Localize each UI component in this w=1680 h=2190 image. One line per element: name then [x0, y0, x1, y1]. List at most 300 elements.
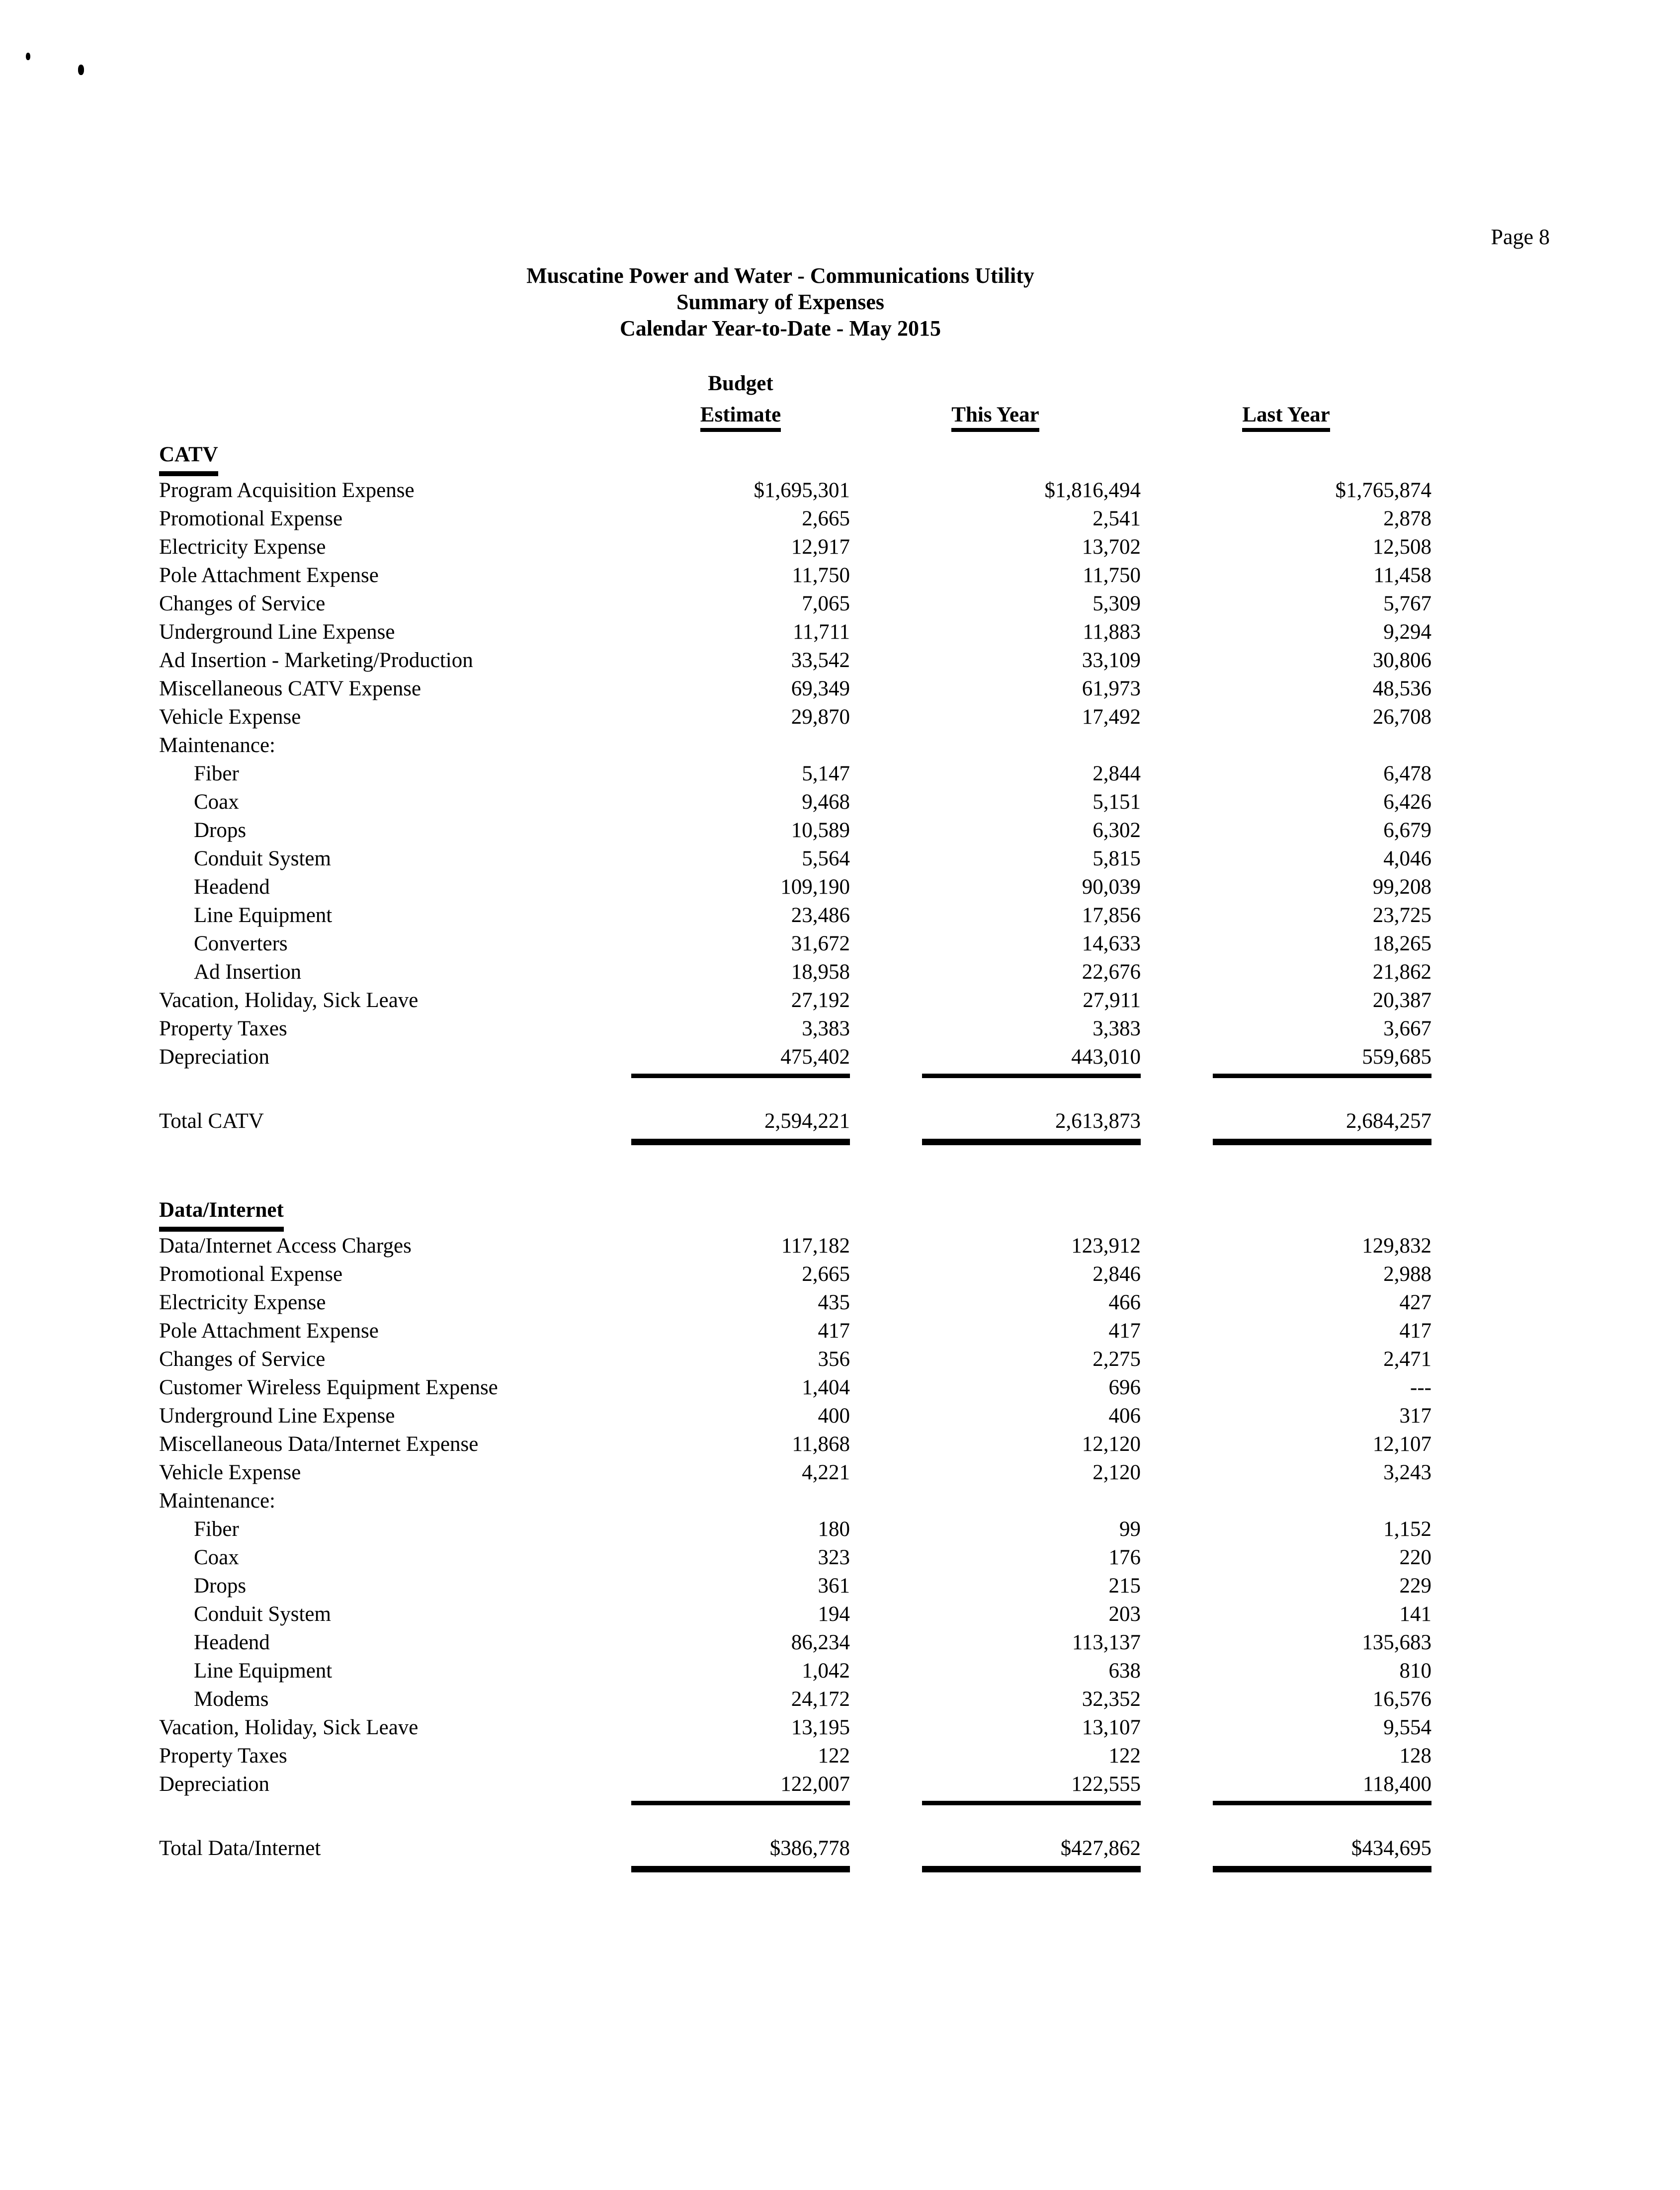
- row-label: Property Taxes: [159, 1744, 287, 1768]
- value-budget-estimate: [631, 703, 850, 731]
- value-this-year-text: 3,383: [1092, 1017, 1141, 1040]
- value-this-year: [850, 1657, 1141, 1685]
- value-this-year-text: 27,911: [1083, 989, 1141, 1012]
- value-budget-estimate-text: 5,564: [802, 847, 850, 870]
- value-last-year: [1141, 1742, 1431, 1770]
- value-budget-estimate-text: 2,665: [802, 507, 850, 530]
- total-label: Total Data/Internet: [159, 1837, 321, 1860]
- value-budget-estimate-text: 400: [818, 1404, 850, 1428]
- value-budget-estimate: [631, 958, 850, 986]
- value-last-year: [1141, 929, 1431, 958]
- expense-row: [159, 1043, 1431, 1078]
- value-last-year-text: 4,046: [1383, 847, 1431, 870]
- value-this-year: [850, 533, 1141, 561]
- value-budget-estimate: [631, 1742, 850, 1770]
- row-label: Drops: [194, 819, 247, 842]
- row-label: Fiber: [194, 1517, 239, 1541]
- value-this-year-text: 11,750: [1083, 564, 1141, 587]
- value-last-year-text: 11,458: [1373, 564, 1431, 587]
- value-last-year-text: 220: [1399, 1546, 1431, 1569]
- value-budget-estimate: [631, 1600, 850, 1628]
- value-last-year-text: 135,683: [1362, 1631, 1431, 1654]
- value-this-year: [850, 1402, 1141, 1430]
- row-label: Ad Insertion: [194, 960, 302, 984]
- expense-row: [159, 505, 1431, 533]
- value-budget-estimate-text: 417: [818, 1319, 850, 1343]
- value-last-year-text: ---: [1410, 1376, 1431, 1399]
- value-budget-estimate-text: 3,383: [802, 1017, 850, 1040]
- column-header-row-1: [159, 369, 1431, 399]
- section-heading: [159, 439, 1431, 476]
- value-this-year-text: 32,352: [1082, 1687, 1141, 1711]
- value-this-year: [850, 958, 1141, 986]
- value-last-year-text: 12,107: [1372, 1432, 1431, 1456]
- value-last-year-text: 2,988: [1383, 1263, 1431, 1286]
- value-last-year-text: 2,878: [1383, 507, 1431, 530]
- value-budget-estimate-text: 122,007: [631, 1770, 850, 1805]
- row-label: Coax: [194, 790, 239, 814]
- value-budget-estimate: [631, 476, 850, 505]
- value-budget-estimate: [631, 1543, 850, 1572]
- value-budget-estimate-text: 356: [818, 1348, 850, 1371]
- value-this-year-text: 696: [1108, 1376, 1141, 1399]
- value-this-year: [850, 1543, 1141, 1572]
- row-label: Ad Insertion - Marketing/Production: [159, 649, 473, 672]
- value-this-year: [850, 505, 1141, 533]
- row-label: Changes of Service: [159, 1348, 326, 1371]
- value-budget-estimate-text: 361: [818, 1574, 850, 1598]
- value-last-year: [1141, 1043, 1431, 1078]
- expense-row: [159, 1260, 1431, 1288]
- value-this-year: [850, 1685, 1141, 1713]
- section-heading: [159, 1195, 1431, 1232]
- value-this-year-text: 11,883: [1083, 620, 1141, 644]
- value-this-year: [850, 1600, 1141, 1628]
- value-this-year-text: 90,039: [1082, 875, 1141, 899]
- value-last-year: [1141, 1713, 1431, 1742]
- row-label: Changes of Service: [159, 592, 326, 615]
- doc-title: Muscatine Power and Water - Communications Utility: [526, 263, 1034, 288]
- row-label: Maintenance:: [159, 734, 276, 757]
- value-last-year-text: 128: [1399, 1744, 1431, 1768]
- value-last-year: [1141, 590, 1431, 618]
- value-budget-estimate: [631, 844, 850, 873]
- value-budget-estimate-text: 23,486: [791, 904, 850, 927]
- value-last-year: [1141, 1402, 1431, 1430]
- value-this-year-text: 14,633: [1082, 932, 1141, 955]
- value-last-year-text: 559,685: [1213, 1043, 1431, 1078]
- value-budget-estimate: [631, 986, 850, 1014]
- row-label: Electricity Expense: [159, 1291, 326, 1314]
- value-last-year: [1141, 816, 1431, 844]
- value-this-year: [850, 1515, 1141, 1543]
- value-last-year-text: 427: [1399, 1291, 1431, 1314]
- value-this-year-text: 417: [1108, 1319, 1141, 1343]
- value-budget-estimate: [631, 1713, 850, 1742]
- value-this-year-text: 2,541: [1092, 507, 1141, 530]
- value-this-year: [850, 1014, 1141, 1043]
- value-last-year-text: 12,508: [1372, 535, 1431, 559]
- total-value-last-year-text: $434,695: [1213, 1834, 1431, 1872]
- value-last-year: [1141, 1317, 1431, 1345]
- value-this-year: [850, 1288, 1141, 1317]
- value-this-year-text: 5,815: [1092, 847, 1141, 870]
- expense-row: [159, 1770, 1431, 1805]
- value-budget-estimate-text: 27,192: [791, 989, 850, 1012]
- value-this-year-text: 22,676: [1082, 960, 1141, 984]
- value-last-year: [1141, 703, 1431, 731]
- doc-subtitle: Summary of Expenses: [676, 290, 885, 314]
- value-budget-estimate-text: 9,468: [802, 790, 850, 814]
- value-last-year: [1141, 674, 1431, 703]
- row-label: Vehicle Expense: [159, 1461, 301, 1484]
- value-budget-estimate-text: 86,234: [791, 1631, 850, 1654]
- expense-row: [159, 1742, 1431, 1770]
- column-header-budget: Budget: [708, 372, 773, 395]
- value-this-year-text: 13,107: [1082, 1716, 1141, 1739]
- total-value-budget-estimate-text: $386,778: [631, 1834, 850, 1872]
- value-budget-estimate: [631, 1260, 850, 1288]
- expense-row: [159, 1458, 1431, 1487]
- value-this-year: [850, 1373, 1141, 1402]
- total-value-this-year: [850, 1834, 1141, 1872]
- value-this-year: [850, 646, 1141, 674]
- value-this-year: [850, 1430, 1141, 1458]
- value-last-year: [1141, 1657, 1431, 1685]
- value-last-year: [1141, 1515, 1431, 1543]
- value-last-year-text: 417: [1399, 1319, 1431, 1343]
- value-last-year-text: 6,679: [1383, 819, 1431, 842]
- expense-row: [159, 901, 1431, 929]
- scan-speck: [78, 65, 84, 75]
- row-label: Conduit System: [194, 1602, 331, 1626]
- value-budget-estimate-text: 24,172: [791, 1687, 850, 1711]
- value-this-year: [850, 873, 1141, 901]
- value-last-year: [1141, 646, 1431, 674]
- value-budget-estimate: [631, 1345, 850, 1373]
- value-budget-estimate: [631, 1770, 850, 1805]
- expense-row: [159, 674, 1431, 703]
- total-value-last-year: [1141, 1834, 1431, 1872]
- value-last-year-text: 20,387: [1372, 989, 1431, 1012]
- value-last-year-text: 2,471: [1383, 1348, 1431, 1371]
- value-this-year: [850, 1628, 1141, 1657]
- value-this-year: [850, 590, 1141, 618]
- value-last-year-text: 229: [1399, 1574, 1431, 1598]
- value-last-year: [1141, 1260, 1431, 1288]
- row-label: Fiber: [194, 762, 239, 785]
- value-last-year-text: 317: [1399, 1404, 1431, 1428]
- value-last-year-text: 6,426: [1383, 790, 1431, 814]
- value-this-year: [850, 703, 1141, 731]
- value-budget-estimate-text: 33,542: [791, 649, 850, 672]
- value-last-year-text: 21,862: [1372, 960, 1431, 984]
- value-this-year-text: 466: [1108, 1291, 1141, 1314]
- total-value-budget-estimate: [631, 1107, 850, 1145]
- doc-period: Calendar Year-to-Date - May 2015: [620, 316, 941, 340]
- value-last-year-text: 5,767: [1383, 592, 1431, 615]
- value-last-year-text: 18,265: [1372, 932, 1431, 955]
- value-last-year-text: 6,478: [1383, 762, 1431, 785]
- expense-row: [159, 1014, 1431, 1043]
- value-budget-estimate: [631, 1685, 850, 1713]
- row-label: Conduit System: [194, 847, 331, 870]
- value-budget-estimate-text: 1,042: [802, 1659, 850, 1683]
- value-budget-estimate: [631, 929, 850, 958]
- row-label: Drops: [194, 1574, 247, 1598]
- value-budget-estimate-text: 435: [818, 1291, 850, 1314]
- section-heading-label: CATV: [159, 439, 218, 476]
- value-last-year: [1141, 1288, 1431, 1317]
- expense-row: [159, 561, 1431, 590]
- value-this-year: [850, 1458, 1141, 1487]
- value-budget-estimate: [631, 1043, 850, 1078]
- expense-row: [159, 1685, 1431, 1713]
- expense-row: [159, 476, 1431, 505]
- row-label: Line Equipment: [194, 904, 333, 927]
- row-label: Promotional Expense: [159, 507, 343, 530]
- value-this-year-text: 113,137: [1072, 1631, 1141, 1654]
- total-value-this-year-text: 2,613,873: [922, 1107, 1141, 1145]
- column-header-last-year: Last Year: [1141, 399, 1431, 431]
- row-label: Miscellaneous CATV Expense: [159, 677, 421, 700]
- value-budget-estimate-text: 117,182: [781, 1234, 850, 1258]
- total-label: Total CATV: [159, 1109, 264, 1133]
- expense-row: [159, 1543, 1431, 1572]
- value-last-year: [1141, 901, 1431, 929]
- value-last-year: [1141, 1543, 1431, 1572]
- total-value-last-year-text: 2,684,257: [1213, 1107, 1431, 1145]
- value-budget-estimate-text: 109,190: [780, 875, 850, 899]
- value-this-year-text: 17,856: [1082, 904, 1141, 927]
- value-last-year-text: 30,806: [1372, 649, 1431, 672]
- value-this-year-text: 176: [1108, 1546, 1141, 1569]
- value-budget-estimate: [631, 1014, 850, 1043]
- value-budget-estimate-text: 1,404: [802, 1376, 850, 1399]
- value-budget-estimate-text: 475,402: [631, 1043, 850, 1078]
- expense-row: [159, 646, 1431, 674]
- value-budget-estimate-text: 4,221: [802, 1461, 850, 1484]
- value-budget-estimate-text: 29,870: [791, 705, 850, 729]
- expense-row: [159, 1713, 1431, 1742]
- value-this-year-text: 5,309: [1092, 592, 1141, 615]
- expense-table: [159, 369, 1431, 1872]
- value-budget-estimate-text: 323: [818, 1546, 850, 1569]
- value-this-year: [850, 986, 1141, 1014]
- value-budget-estimate: [631, 1317, 850, 1345]
- value-last-year: [1141, 533, 1431, 561]
- scan-speck: [26, 53, 30, 60]
- value-last-year: [1141, 1373, 1431, 1402]
- value-budget-estimate: [631, 561, 850, 590]
- value-last-year-text: 23,725: [1372, 904, 1431, 927]
- value-budget-estimate: [631, 1288, 850, 1317]
- expense-row: [159, 788, 1431, 816]
- value-last-year: [1141, 1458, 1431, 1487]
- value-budget-estimate: [631, 533, 850, 561]
- value-budget-estimate: [631, 1402, 850, 1430]
- value-budget-estimate: [631, 901, 850, 929]
- expense-row: [159, 1288, 1431, 1317]
- value-this-year-text: 5,151: [1092, 790, 1141, 814]
- row-label: Customer Wireless Equipment Expense: [159, 1376, 498, 1399]
- expense-row: [159, 1487, 1431, 1515]
- total-value-budget-estimate-text: 2,594,221: [631, 1107, 850, 1145]
- value-last-year: [1141, 788, 1431, 816]
- column-header-estimate: Estimate: [631, 399, 850, 431]
- value-last-year: [1141, 1014, 1431, 1043]
- row-label: Electricity Expense: [159, 535, 326, 559]
- value-budget-estimate-text: $1,695,301: [754, 479, 850, 502]
- value-this-year: [850, 674, 1141, 703]
- row-label: Modems: [194, 1687, 269, 1711]
- value-this-year: [850, 1232, 1141, 1260]
- row-label: Data/Internet Access Charges: [159, 1234, 412, 1258]
- value-this-year-text: 203: [1108, 1602, 1141, 1626]
- value-last-year: [1141, 618, 1431, 646]
- value-budget-estimate: [631, 1657, 850, 1685]
- value-this-year-text: 6,302: [1092, 819, 1141, 842]
- value-this-year-text: 17,492: [1082, 705, 1141, 729]
- value-this-year-text: 12,120: [1082, 1432, 1141, 1456]
- row-label: Program Acquisition Expense: [159, 479, 415, 502]
- total-row: [159, 1107, 1431, 1145]
- value-budget-estimate-text: 7,065: [802, 592, 850, 615]
- expense-row: [159, 618, 1431, 646]
- value-this-year-text: 2,844: [1092, 762, 1141, 785]
- value-last-year-text: 9,554: [1383, 1716, 1431, 1739]
- row-label: Pole Attachment Expense: [159, 564, 379, 587]
- value-last-year: [1141, 561, 1431, 590]
- value-this-year: [850, 1770, 1141, 1805]
- value-this-year-text: 122: [1108, 1744, 1141, 1768]
- row-label: Maintenance:: [159, 1489, 276, 1513]
- value-last-year-text: 48,536: [1372, 677, 1431, 700]
- value-last-year-text: 3,243: [1383, 1461, 1431, 1484]
- value-budget-estimate: [631, 618, 850, 646]
- value-budget-estimate-text: 18,958: [791, 960, 850, 984]
- expense-row: [159, 533, 1431, 561]
- value-this-year-text: 2,120: [1092, 1461, 1141, 1484]
- value-budget-estimate-text: 194: [818, 1602, 850, 1626]
- row-label: Underground Line Expense: [159, 620, 395, 644]
- value-last-year: [1141, 1345, 1431, 1373]
- value-this-year-text: 99: [1119, 1517, 1141, 1541]
- value-last-year-text: 129,832: [1362, 1234, 1431, 1258]
- expense-row: [159, 816, 1431, 844]
- section-heading-label: Data/Internet: [159, 1195, 284, 1232]
- value-budget-estimate: [631, 1515, 850, 1543]
- value-this-year: [850, 1317, 1141, 1345]
- value-last-year: [1141, 1232, 1431, 1260]
- value-this-year: [850, 1742, 1141, 1770]
- value-last-year-text: 1,152: [1383, 1517, 1431, 1541]
- value-budget-estimate-text: 11,868: [792, 1432, 850, 1456]
- value-last-year-text: 118,400: [1213, 1770, 1431, 1805]
- value-budget-estimate-text: 2,665: [802, 1263, 850, 1286]
- value-last-year: [1141, 844, 1431, 873]
- value-budget-estimate-text: 180: [818, 1517, 850, 1541]
- value-last-year-text: 26,708: [1372, 705, 1431, 729]
- column-header-row-2: [159, 399, 1431, 431]
- expense-row: [159, 958, 1431, 986]
- value-this-year: [850, 788, 1141, 816]
- total-value-this-year-text: $427,862: [922, 1834, 1141, 1872]
- expense-row: [159, 844, 1431, 873]
- row-label: Property Taxes: [159, 1017, 287, 1040]
- expense-row: [159, 1657, 1431, 1685]
- value-budget-estimate-text: 122: [818, 1744, 850, 1768]
- value-budget-estimate-text: 13,195: [791, 1716, 850, 1739]
- value-last-year-text: 9,294: [1383, 620, 1431, 644]
- value-this-year-text: 406: [1108, 1404, 1141, 1428]
- row-label: Miscellaneous Data/Internet Expense: [159, 1432, 479, 1456]
- expense-row: [159, 1317, 1431, 1345]
- row-label: Coax: [194, 1546, 239, 1569]
- value-this-year: [850, 1043, 1141, 1078]
- value-this-year-text: 123,912: [1071, 1234, 1141, 1258]
- value-budget-estimate-text: 12,917: [791, 535, 850, 559]
- value-this-year: [850, 844, 1141, 873]
- value-last-year-text: 3,667: [1383, 1017, 1431, 1040]
- value-budget-estimate: [631, 759, 850, 788]
- sections: [159, 439, 1431, 1872]
- expense-row: [159, 986, 1431, 1014]
- value-budget-estimate: [631, 1458, 850, 1487]
- total-value-this-year: [850, 1107, 1141, 1145]
- row-label: Depreciation: [159, 1772, 270, 1796]
- value-last-year: [1141, 1628, 1431, 1657]
- value-last-year-text: $1,765,874: [1335, 479, 1431, 502]
- value-last-year: [1141, 505, 1431, 533]
- value-last-year: [1141, 873, 1431, 901]
- value-budget-estimate-text: 10,589: [791, 819, 850, 842]
- value-last-year-text: 99,208: [1372, 875, 1431, 899]
- expense-row: [159, 1628, 1431, 1657]
- value-budget-estimate: [631, 873, 850, 901]
- value-this-year-text: 33,109: [1082, 649, 1141, 672]
- expense-row: [159, 1572, 1431, 1600]
- value-this-year: [850, 1572, 1141, 1600]
- value-this-year: [850, 1345, 1141, 1373]
- value-this-year: [850, 476, 1141, 505]
- value-this-year-text: 638: [1108, 1659, 1141, 1683]
- value-this-year: [850, 1713, 1141, 1742]
- value-this-year-text: 2,275: [1092, 1348, 1141, 1371]
- value-this-year: [850, 929, 1141, 958]
- expense-row: [159, 759, 1431, 788]
- value-last-year: [1141, 1685, 1431, 1713]
- row-label: Converters: [194, 932, 288, 955]
- total-row: [159, 1834, 1431, 1872]
- expense-row: [159, 929, 1431, 958]
- row-label: Headend: [194, 875, 270, 899]
- value-last-year: [1141, 1770, 1431, 1805]
- value-this-year-text: 443,010: [922, 1043, 1141, 1078]
- expense-row: [159, 1600, 1431, 1628]
- total-value-budget-estimate: [631, 1834, 850, 1872]
- value-this-year: [850, 816, 1141, 844]
- value-this-year: [850, 759, 1141, 788]
- value-budget-estimate: [631, 674, 850, 703]
- expense-row: [159, 1345, 1431, 1373]
- value-budget-estimate: [631, 590, 850, 618]
- expense-row: [159, 703, 1431, 731]
- value-this-year-text: 215: [1108, 1574, 1141, 1598]
- value-budget-estimate: [631, 1628, 850, 1657]
- value-budget-estimate: [631, 788, 850, 816]
- value-last-year: [1141, 759, 1431, 788]
